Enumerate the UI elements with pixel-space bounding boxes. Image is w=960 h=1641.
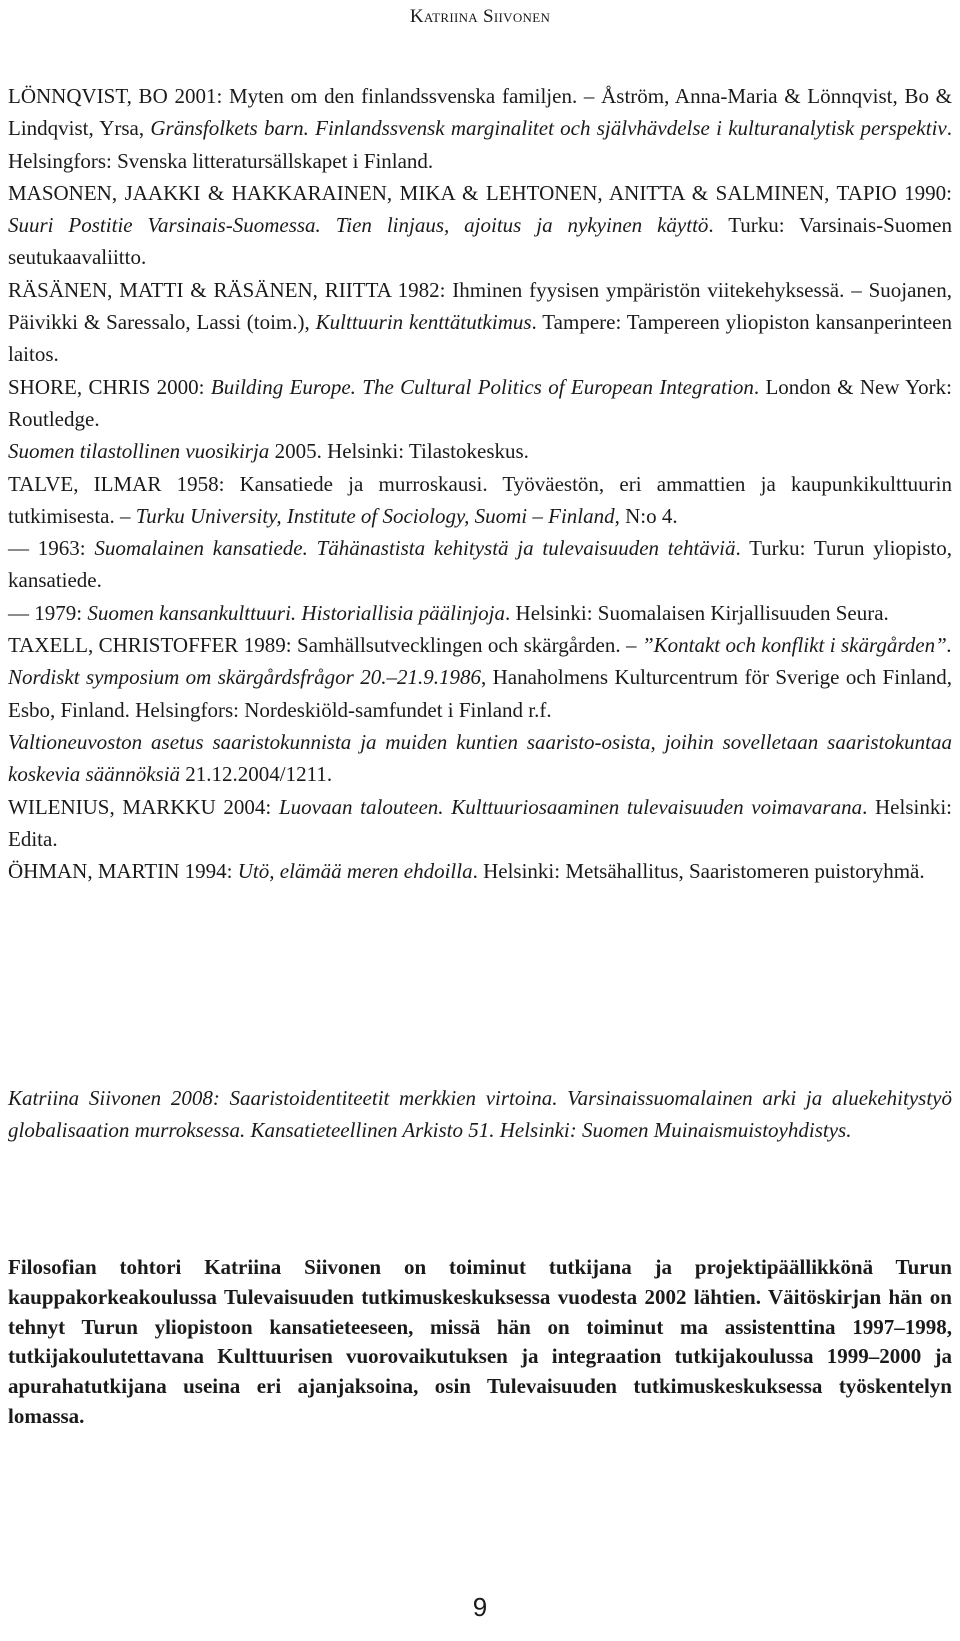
author-bio: Filosofian tohtori Katriina Siivonen on toiminut tutkijana ja projektipäällikkönä Turun kauppakorkeakoulussa Tulevaisuuden tutkimuskeskuksessa vuodesta 2002 lähtien. Väitöskirjan hän on tehnyt Turun yliopistoon kansatieteeseen, missä hän on toiminut ma assistenttina 1997–1998, tutkijakoulutettavana Kulttuurisen vuorovaikutuksen ja integraation tutkijakoulussa 1999–2000 ja apurahatutkijana useina eri ajanjaksoina, osin Tulevaisuuden tutkimuskeskuksessa työskentelyn lomassa. — [8, 1255, 952, 1428]
reference-text: , Hanaholmens Kulturcentrum för Sverige och Finland, Esbo, Finland. Helsingfors: Nordeskiöld-samfundet i Finland r.f. — [8, 665, 952, 722]
reference-title: Valtioneuvoston asetus saaristokunnista ja muiden kuntien saaristo-osista, joihin sovelletaan saaristokuntaa koskevia säännöksiä — [8, 729, 952, 787]
reference-title: Kulttuurin kenttätutkimus — [315, 310, 532, 335]
citation-note: Katriina Siivonen 2008: Saaristoidentiteetit merkkien virtoina. Varsinaissuomalainen arki ja aluekehitystyö globalisaation murroksessa. Kansatieteellinen Arkisto 51. Helsinki: Suomen Muinaismuistoyhdistys. — [8, 1086, 952, 1143]
reference-text: . Helsinki: Metsähallitus, Saaristomeren puistoryhmä. — [472, 859, 925, 884]
reference-entry — [8, 597, 952, 629]
reference-text: ÖHMAN, MARTIN 1994: — [8, 859, 238, 884]
reference-text: , N:o 4. — [614, 503, 678, 528]
reference-text: . Turku: Turun yliopisto, kansatiede. — [8, 536, 952, 593]
reference-text: . London & New York: Routledge. — [8, 374, 953, 431]
reference-title: Building Europe. The Cultural Politics of European Integration — [210, 374, 754, 399]
reference-entry — [8, 177, 952, 274]
reference-text: — 1963: — [8, 536, 95, 561]
reference-title: Gränsfolkets barn. Finlandssvensk marginalitet och självhävdelse i kulturanalytisk perspektiv — [150, 116, 947, 141]
reference-text: . Helsinki: Edita. — [8, 794, 953, 851]
reference-title: Suomalainen kansatiede. Tähänastista kehitystä ja tulevaisuuden tehtäviä — [94, 536, 736, 561]
reference-entry — [8, 80, 952, 177]
reference-entry — [8, 791, 952, 856]
reference-entry — [8, 532, 952, 597]
reference-text: 2005. Helsinki: Tilastokeskus. — [269, 439, 529, 464]
reference-text: MASONEN, JAAKKI & HAKKARAINEN, MIKA & LEHTONEN, ANITTA & SALMINEN, TAPIO 1990: — [8, 180, 952, 205]
running-header: Katriina Siivonen — [409, 6, 551, 27]
reference-title: Suomen kansankulttuuri. Historiallisia päälinjoja — [87, 600, 506, 625]
reference-title: Suuri Postitie Varsinais-Suomessa. Tien linjaus, ajoitus ja nykyinen käyttö — [8, 213, 709, 238]
reference-text: WILENIUS, MARKKU 2004: — [8, 794, 279, 819]
reference-text: . Helsingfors: Svenska litteratursällskapet i Finland. — [8, 116, 952, 173]
reference-title: Turku University, Institute of Sociology, Suomi – Finland — [135, 503, 615, 528]
reference-title: Suomen tilastollinen vuosikirja — [8, 439, 270, 464]
reference-text: TAXELL, CHRISTOFFER 1989: Samhällsutvecklingen och skärgården. – — [8, 633, 642, 658]
reference-text: . Tampere: Tampereen yliopiston kansanperinteen laitos. — [8, 310, 952, 367]
reference-entry — [8, 855, 952, 887]
reference-text: 21.12.2004/1211. — [180, 762, 333, 787]
reference-title: ”Kontakt och konflikt i skärgården”. Nordiskt symposium om skärgårdsfrågor 20.–21.9.1986 — [8, 633, 952, 690]
reference-text: . Helsinki: Suomalaisen Kirjallisuuden Seura. — [505, 600, 889, 625]
reference-text: — 1979: — [8, 600, 88, 625]
reference-entry — [8, 435, 952, 467]
reference-text: SHORE, CHRIS 2000: — [8, 374, 211, 399]
reference-entry — [8, 274, 952, 371]
reference-entry — [8, 371, 952, 436]
reference-text: . Turku: Varsinais-Suomen seutukaavaliitto. — [8, 213, 952, 270]
page-number: 9 — [472, 1592, 488, 1622]
reference-entry — [8, 468, 952, 533]
reference-title: Luovaan talouteen. Kulttuuriosaaminen tulevaisuuden voimavarana — [278, 794, 863, 819]
reference-entry — [8, 726, 952, 791]
reference-entry — [8, 629, 952, 726]
reference-text: LÖNNQVIST, BO 2001: Myten om den finlandssvenska familjen. – Åström, Anna-Maria & Lönnqvist, Bo & Lindqvist, Yrsa, — [8, 84, 952, 141]
reference-text: RÄSÄNEN, MATTI & RÄSÄNEN, RIITTA 1982: Ihminen fyysisen ympäristön viitekehyksessä. – Suojanen, Päivikki & Saressalo, Lassi (toim.), — [8, 277, 952, 335]
reference-list — [8, 80, 952, 887]
reference-text: TALVE, ILMAR 1958: Kansatiede ja murroskausi. Työväestön, eri ammattien ja kaupunkikulttuurin tutkimisesta. – — [8, 471, 952, 528]
reference-title: Utö, elämää meren ehdoilla — [237, 859, 473, 884]
